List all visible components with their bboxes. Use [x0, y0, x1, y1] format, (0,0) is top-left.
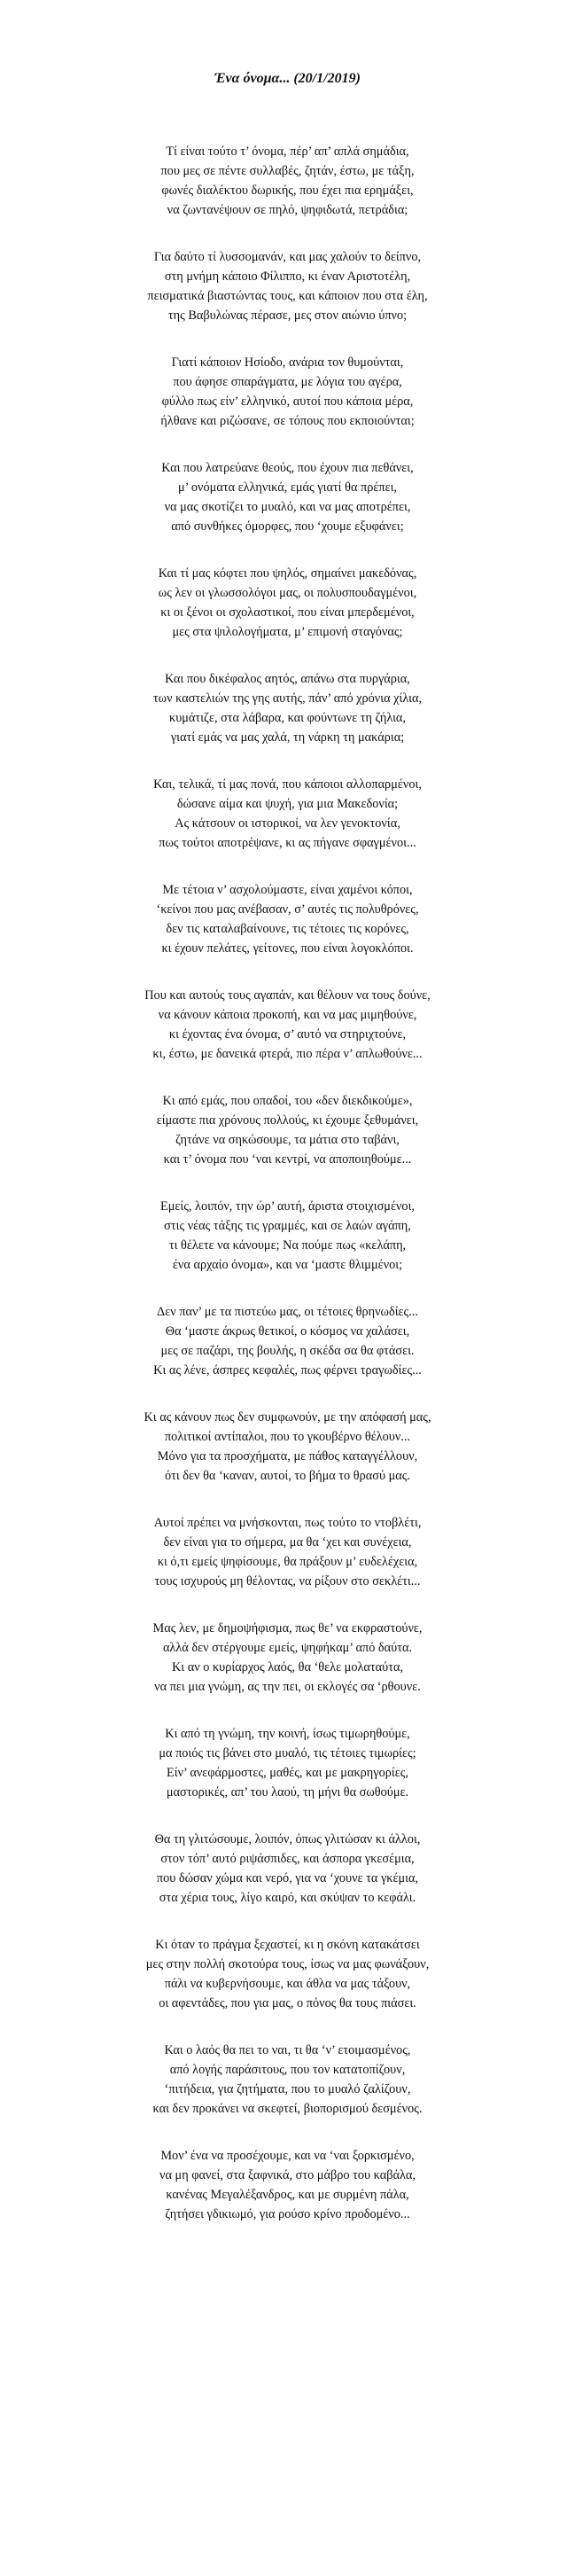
poem-line: Γιατί κάποιον Ησίοδο, ανάρια τον θυμούνται, [171, 355, 404, 370]
stanza [0, 458, 575, 536]
stanza [0, 1302, 575, 1380]
poem-line: δώσανε αίμα και ψυχή, για μια Μακεδονία; [176, 797, 399, 811]
poem-line: μαστορικές, απ’ του λαού, τη μήνι θα σωθούμε. [166, 1785, 409, 1799]
poem-line: Και που δικέφαλος αητός, απάνω στα πυργάρια, [165, 672, 410, 686]
poem-line: που άφησε σπαράγματα, με λόγια του αγέρα, [173, 375, 402, 389]
poem-line: Αυτοί πρέπει να μνήσκονται, πως τούτο το ντοβλέτι, [153, 1516, 422, 1530]
poem-line: ζητάνε να σηκώσουμε, τα μάτια στο ταβάνι, [175, 1133, 400, 1147]
poem-line: κι ό,τι εμείς ψηφίσουμε, θα πράξουν μ’ ευδελέχεια, [157, 1555, 418, 1569]
poem-line: τι θέλετε να κάνουμε; Να πούμε πως «κελάπη, [168, 1238, 407, 1253]
poem-line: στα χέρια τους, λίγο καιρό, και σκύψαν το κεφάλι. [159, 1891, 416, 1905]
poem-line: Δεν παν’ με τα πιστεύω μας, οι τέτοιες θρηνωδίες... [157, 1305, 418, 1319]
poem-line: να ζωντανέψουν σε πηλό, ψηφιδωτά, πετράδια; [167, 203, 408, 217]
poem-line: κυμάτιζε, στα λάβαρα, και φούντωνε τη ζήλια, [168, 711, 406, 725]
poem-line: ‘κείνοι που μας ανέβασαν, σ’ αυτές τις πολυθρόνες, [156, 902, 419, 917]
poem-line: δεν είναι για το σήμερα, μα θα ‘χει και συνέχεια, [163, 1535, 412, 1550]
stanza [0, 1513, 575, 1591]
poem-line: ως λεν οι γλωσσολόγοι μας, οι πολυσπουδαγμένοι, [158, 586, 417, 600]
stanza [0, 1830, 575, 1908]
poem-line: Και, τελικά, τί μας πονά, που κάποιοι αλλοπαρμένοι, [153, 777, 422, 792]
poem-line: Θα ‘μαστε άκρως θετικοί, ο κόσμος να χαλάσει, [165, 1324, 410, 1339]
poem-line: Που και αυτούς τους αγαπάν, και θέλουν να τους δούνε, [144, 988, 431, 1003]
stanza [0, 2041, 575, 2119]
poem-line: κι έχοντας ένα όνομα, σ’ αυτό να στηριχτούνε, [168, 1027, 407, 1042]
poem-line: μες σε παζάρι, της βουλής, η σκέδα σα θα φτάσει. [160, 1344, 415, 1358]
poem-line: που δώσαν χώμα και νερό, για να ‘χουνε τα γκέμια, [156, 1871, 419, 1885]
poem-line: ‘πιτήδεια, για ζητήματα, που το μυαλό ζαλίζουν, [164, 2082, 411, 2096]
poem-line: πάλι να κυβερνήσουμε, και άθλα να μας τάξουν, [164, 1977, 411, 1991]
poem-line: να μη φανεί, στα ξαφνικά, στο μάβρο του καβάλα, [159, 2168, 416, 2182]
poem-line: Είν’ ανεφάρμοστες, μαθές, και με μακρηγορίες, [167, 1766, 408, 1780]
poem-line: μες στα ψιλολογήματα, μ’ επιμονή σταγόνας; [172, 625, 403, 639]
poem-line: πεισματικά βιαστώντας τους, και κάποιον που στα έλη, [147, 289, 428, 303]
poem-line: οι αφεντάδες, που για μας, ο πόνος θα τους πιάσει. [159, 1996, 416, 2010]
poem-line: από συνθήκες όμορφες, που ‘χουμε εξυφάνει; [171, 519, 404, 534]
stanza [0, 353, 575, 431]
stanza [0, 1724, 575, 1802]
poem-line: τους ισχυρούς μη θέλοντας, να ρίξουν στο σεκλέτι... [154, 1574, 421, 1589]
poem-line: να κάνουν κάποια προκοπή, και να μας μιμηθούνε, [158, 1008, 417, 1022]
poem-line: δεν τις καταλαβαίνουνε, τις τέτοιες τις κορόνες, [166, 922, 409, 936]
poem-line: πολιτικοί αντίπαλοι, που το γκουβέρνο θέλουν... [164, 1430, 411, 1444]
poem-line: Τί είναι τούτο τ’ όνομα, πέρ’ απ’ απλά σημάδια, [166, 144, 409, 159]
stanza [0, 564, 575, 642]
poem-line: πως τούτοι αποτρέψανε, κι ας πήγανε σφαγμένοι... [159, 836, 416, 850]
poem-line: κι έχουν πελάτες, γείτονες, που είναι λογοκλόποι. [161, 941, 414, 956]
poem-body [0, 142, 575, 2224]
poem-line: γιατί εμάς να μας χαλά, τη νάρκη τη μακάρια; [170, 730, 405, 745]
poem-line: από λογής παράσιτους, που τον κατατοπίζουν, [169, 2063, 406, 2077]
poem-line: που μες σε πέντε συλλαβές, ζητάν, έστω, με τάξη, [160, 164, 415, 178]
poem-line: Κι ας κάνουν πως δεν συμφωνούν, με την απόφασή μας, [144, 1410, 431, 1425]
poem-line: αλλά δεν στέργουμε εμείς, ψηφήκαμ’ από δαύτα. [162, 1641, 413, 1655]
poem-line: Για δαύτο τί λυσσομανάν, και μας χαλούν το δείπνο, [153, 250, 422, 264]
poem-line: Και που λατρεύανε θεούς, που έχουν πια πεθάνει, [161, 461, 414, 475]
poem-line: Μας λεν, με δημοψήφισμα, πως θε’ να εκφραστούνε, [152, 1621, 423, 1635]
poem-line: κι, έστω, με δανεικά φτερά, πιο πέρα ν’ απλωθούνε... [152, 1047, 423, 1061]
poem-line: ήλθανε και ριζώσανε, σε τόπους που εκποιούνται; [160, 414, 415, 428]
poem-line: μα ποιός τις βάνει στο μυαλό, τις τέτοιες τιμωρίες; [159, 1746, 416, 1760]
poem-line: ένα αρχαίο όνομα», και να ‘μαστε θλιμμένοι; [172, 1258, 403, 1272]
poem-line: ότι δεν θα ‘καναν, αυτοί, το βήμα το θρασύ μας. [164, 1469, 410, 1483]
poem-line: Κι ας λένε, άσπρες κεφαλές, πως φέρνει τραγωδίες... [153, 1363, 422, 1378]
poem-line: στις νέας τάξης τις γραμμές, και σε λαών αγάπη, [164, 1219, 411, 1233]
stanza [0, 669, 575, 747]
stanza [0, 775, 575, 853]
poem-line: Κι από εμάς, που οπαδοί, του «δεν διεκδικούμε», [162, 1094, 413, 1108]
poem-line: κανένας Μεγαλέξανδρος, και με συρμένη πάλα, [166, 2188, 409, 2202]
poem-line: είμαστε πια χρόνους πολλούς, κι έχουμε ξεθυμάνει, [156, 1113, 419, 1128]
poem-line: Θα τη γλιτώσουμε, λοιπόν, όπως γλιτώσαν κι άλλοι, [154, 1832, 421, 1846]
stanza [0, 1197, 575, 1275]
poem-line: κι οι ξένοι οι σχολαστικοί, που είναι μπερδεμένοι, [160, 605, 415, 620]
poem-line: της Βαβυλώνας πέρασε, μες στον αιώνιο ύπνο; [167, 308, 408, 323]
poem-line: Και τί μας κόφτει που ψηλός, σημαίνει μακεδόνας, [158, 566, 417, 581]
poem-line: μες στην πολλή σκοτούρα τους, ίσως να μας φωνάξουν, [145, 1957, 430, 1971]
poem-line: μ’ ονόματα ελληνικά, εμάς γιατί θα πρέπει, [177, 480, 398, 495]
poem-line: Ας κάτσουν οι ιστορικοί, να λεν γενοκτονία, [175, 816, 400, 831]
stanza [0, 142, 575, 220]
stanza [0, 880, 575, 958]
stanza [0, 1091, 575, 1169]
poem-line: φωνές διαλέκτου δωρικής, που έχει πια ερημάξει, [161, 183, 414, 198]
stanza [0, 247, 575, 325]
poem-line: Μον’ ένα να προσέχουμε, και να ‘ναι ξορκισμένο, [160, 2149, 415, 2163]
stanza [0, 2146, 575, 2224]
poem-line: Με τέτοια ν’ ασχολούμαστε, είναι χαμένοι κόποι, [162, 883, 413, 897]
stanza [0, 1935, 575, 2013]
poem-line: στον τόπ’ αυτό ριψάσπιδες, και άσπορα γκεσέμια, [160, 1852, 415, 1866]
poem-line: να μας σκοτίζει το μυαλό, και να μας αποτρέπει, [164, 500, 411, 514]
stanza [0, 1408, 575, 1486]
poem-line: Εμείς, λοιπόν, την ώρ’ αυτή, άριστα στοιχισμένοι, [159, 1199, 416, 1214]
poem-line: Κι αν ο κυρίαρχος λαός, θα ‘θελε μολαταύτα, [171, 1660, 404, 1674]
poem-line: Κι από τη γνώμη, την κοινή, ίσως τιμωρηθούμε, [165, 1727, 410, 1741]
poem-line: και τ’ όνομα που ‘ναι κεντρί, να αποποιηθούμε... [163, 1152, 412, 1167]
poem-line: των καστελιών της γης αυτής, πάν’ από χρόνια χίλια, [152, 691, 423, 706]
poem-line: φύλλο πως είν’ ελληνικό, αυτοί που κάποια μέρα, [161, 394, 414, 409]
stanza [0, 1619, 575, 1697]
poem-line: στη μνήμη κάποιο Φίλιππο, κι έναν Αριστοτέλη, [164, 269, 411, 284]
stanza [0, 986, 575, 1064]
poem-line: και δεν προκάνει να σκεφτεί, βιοπορισμού δεσμένος. [152, 2102, 423, 2116]
poem-title: Ένα όνομα... (20/1/2019) [214, 71, 361, 86]
poem-line: Και ο λαός θα πει το ναι, τι θα ‘ν’ ετοιμασμένος, [164, 2043, 411, 2057]
poem-line: ζητήσει γδικιωμό, για ρούσο κρίνο προδομένο... [165, 2207, 410, 2221]
poem-line: Κι όταν το πράγμα ξεχαστεί, κι η σκόνη κατακάτσει [155, 1938, 420, 1952]
poem-line: Μόνο για τα προσχήματα, με πάθος καταγγέλλουν, [157, 1449, 418, 1464]
poem-line: να πει μια γνώμη, ας την πει, οι εκλογές σα ‘ρθουνε. [154, 1680, 421, 1694]
